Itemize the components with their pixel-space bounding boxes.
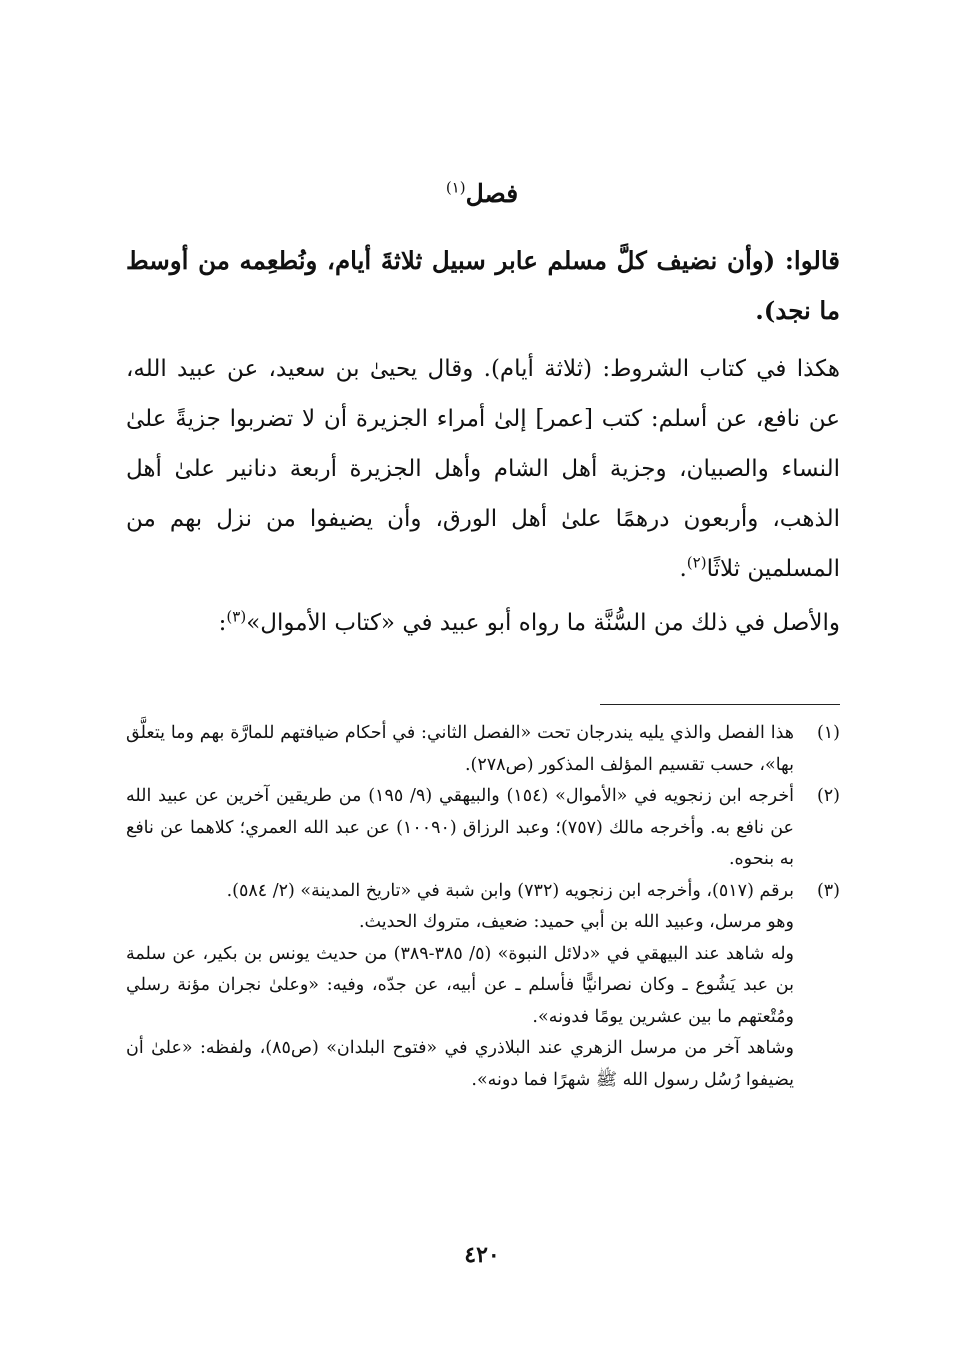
- footnote-3-line-2: وهو مرسل، وعبيد الله بن أبي حميد: ضعيف، متروك الحديث.: [358, 912, 794, 932]
- footnotes: [126, 718, 840, 1096]
- body-paragraph-2-text: والأصل في ذلك من السُّنَّة ما رواه أبو عبيد في «كتاب الأموال»: [246, 610, 840, 636]
- footnote-3-body: [126, 876, 794, 1097]
- footnote-marker-1: (١): [445, 178, 466, 197]
- conditions-quote: قالوا: (وأن نضيف كلَّ مسلم عابر سبيل ثلاثةَ أيام، ونُطعِمه من أوسط ما نجد).: [126, 246, 840, 325]
- footnote-3-line-3: وله شاهد عند البيهقي في «دلائل النبوة» (٥/ ٣٨٥-٣٨٩) من حديث يونس بن بكير، عن سلمة بن عبد يَشُوع ـ وكان نصرانيًّا فأسلم ـ عن أبيه، عن جدّه، وفيه: «وعلىٰ نجران مؤنة رسلي ومُتْعتهم ما بين عشرين يومًا فدونه».: [126, 943, 794, 1027]
- footnote-3-number: (٣): [816, 880, 840, 901]
- footnote-3: [126, 876, 840, 1097]
- body-paragraph-2: [126, 598, 840, 648]
- footnote-marker-3: (٣): [226, 607, 247, 626]
- page-number: ٤٢٠: [464, 1242, 500, 1268]
- footnote-marker-2: (٢): [686, 553, 707, 572]
- footnote-1: [126, 718, 840, 781]
- body-paragraph-1-end: .: [679, 556, 687, 582]
- footnote-3-line-1: برقم (٥١٧)، وأخرجه ابن زنجويه (٧٣٢) وابن شبة في «تاريخ المدينة» (٢/ ٥٨٤).: [226, 880, 794, 901]
- footnote-2-line-1: أخرجه ابن زنجويه في «الأموال» (١٥٤) والبيهقي (٩/ ١٩٥) من طريقين آخرين عن عبيد الله عن نافع به. وأخرجه مالك (٧٥٧)؛ وعبد الرزاق (١٠٠٩٠) عن عبد الله العمري؛ كلاهما عن نافع به بنحوه.: [126, 786, 795, 869]
- section-heading: [0, 176, 964, 212]
- footnote-3-line-4: وشاهد آخر من مرسل الزهري عند البلاذري في «فتوح البلدان» (ص٨٥)، ولفظه: «علىٰ أن يضيفوا رُسُل رسول الله ﷺ شهرًا فما دونه».: [126, 1038, 794, 1090]
- footnote-2-number: (٢): [816, 786, 840, 806]
- footnote-1-line-1: هذا الفصل والذي يليه يندرجان تحت «الفصل الثاني: في أحكام ضيافتهم للمارَّة بهم وما يتعلَّق بها»، حسب تقسيم المؤلف المذكور (ص٢٧٨).: [126, 723, 794, 775]
- section-title: فصل: [465, 179, 519, 208]
- footnote-2: [126, 781, 840, 876]
- footnote-1-number: (١): [816, 723, 840, 743]
- body-paragraph-1-text: هكذا في كتاب الشروط: (ثلاثة أيام). وقال يحيىٰ بن سعيد، عن عبيد الله، عن نافع، عن أسلم: كتب [عمر] إلىٰ أمراء الجزيرة أن لا تضربوا جزيةً علىٰ النساء والصبيان، وجزية أهل الشام وأهل الجزيرة أربعة دنانير علىٰ أهل الذهب، وأربعون درهمًا علىٰ أهل الورق، وأن يضيفوا من نزل بهم من المسلمين ثلاثًا: [126, 356, 840, 582]
- footnote-2-body: [126, 781, 794, 876]
- body-paragraph-1: [126, 344, 840, 594]
- footnote-divider: [600, 704, 840, 705]
- footnote-1-body: [126, 718, 794, 781]
- body-paragraph-2-end: :: [218, 610, 227, 636]
